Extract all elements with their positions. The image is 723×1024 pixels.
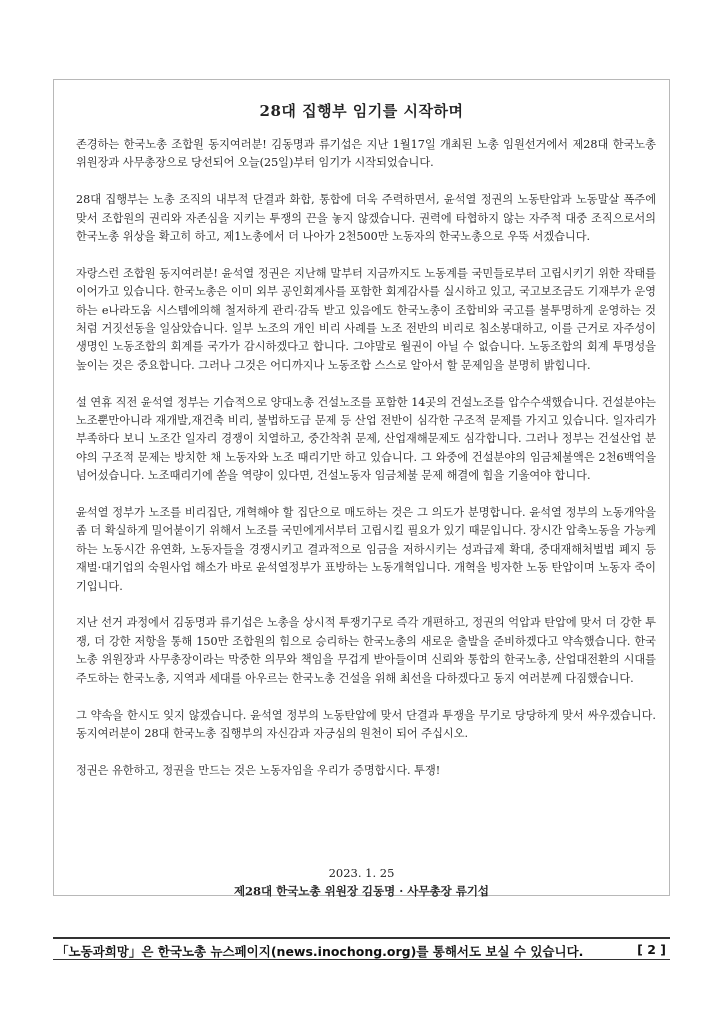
- document-date: 2023. 1. 25: [328, 866, 395, 880]
- paragraph-closing: 정권은 유한하고, 정권을 만드는 것은 노동자임을 우리가 증명합시다. 투쟁!: [76, 763, 441, 777]
- footer-text: 「노동과희망」은 한국노총 뉴스페이지(news.inochong.org)를 통해서도 보실 수 있습니다.: [56, 944, 584, 959]
- paragraph-election-promise: 지난 선거 과정에서 김동명과 류기섭은 노총을 상시적 투쟁기구로 즉각 개편하고, 정권의 억압과 탄압에 맞서 더 강한 투쟁, 더 강한 저항을 통해 150만 조합원의 힘으로 승리하는 한국노총의 새로운 출발을 준비하겠다고 약속했습니다. 한국노총 위원장과 사무총장이라는 막중한 의무와 책임을 무겁게 받아들이며 신뢰와 통합의 한국노총, 산업대전환의 시대를 주도하는 한국노총, 지역과 세대를 아우르는 한국노총 건설을 위해 최선을 다하겠다고 동지 여러분께 다짐했습니다.: [76, 616, 656, 685]
- page-footer: [53, 937, 670, 960]
- paragraph-pledge: 그 약속을 한시도 잊지 않겠습니다. 윤석열 정부의 노동탄압에 맞서 단결과 투쟁을 무기로 당당하게 맞서 싸우겠습니다. 동지여러분이 28대 한국노총 집행부의 자신감과 자긍심의 원천이 되어 주십시오.: [76, 708, 656, 740]
- paragraph-construction: 설 연휴 직전 윤석열 정부는 기습적으로 양대노총 건설노조를 포함한 14곳의 건설노조를 압수수색했습니다. 건설분야는 노조뿐만아니라 재개발,재건축 비리, 불법하도급 문제 등 산업 전반이 심각한 구조적 문제를 가지고 있습니다. 일자리가 부족하다 보니 노조간 일자리 경쟁이 치열하고, 중간착취 문제, 산업재해문제도 심각합니다. 그러나 정부는 건설산업 분야의 구조적 문제는 방치한 채 노동자와 노조 때리기만 하고 있습니다. 그 와중에 건설분야의 임금체불액은 2천6백억을 넘어섰습니다. 노조때리기에 쏟을 역량이 있다면, 건설노동자 임금체불 문제 해결에 힘을 기울여야 합니다.: [76, 395, 656, 483]
- page-number: [ 2 ]: [637, 942, 666, 957]
- paragraph-greeting: 존경하는 한국노총 조합원 동지여러분! 김동명과 류기섭은 지난 1월17일 개최된 노총 임원선거에서 제28대 한국노총 위원장과 사무총장으로 당선되어 오늘(25일)부터 임기가 시작되었습니다.: [76, 138, 656, 170]
- paragraph-commitment: 28대 집행부는 노총 조직의 내부적 단결과 화합, 통합에 더욱 주력하면서, 윤석열 정권의 노동탄압과 노동말살 폭주에 맞서 조합원의 권리와 자존심을 지키는 투쟁의 끈을 놓지 않겠습니다. 권력에 타협하지 않는 자주적 대중 조직으로서의 한국노총 위상을 확고히 하고, 제1노총에서 더 나아가 2천500만 노동자의 한국노총으로 우뚝 서겠습니다.: [76, 193, 656, 244]
- paragraph-labor-reform: 윤석열 정부가 노조를 비리집단, 개혁해야 할 집단으로 매도하는 것은 그 의도가 분명합니다. 윤석열 정부의 노동개악을 좀 더 확실하게 밀어붙이기 위해서 노조를 국민에게서부터 고립시킬 필요가 있기 때문입니다. 장시간 압축노동을 가능케 하는 노동시간 유연화, 노동자들을 경쟁시키고 결과적으로 임금을 저하시키는 성과급제 확대, 중대재해처벌법 폐지 등 재벌·대기업의 숙원사업 해소가 바로 윤석열정부가 표방하는 노동개혁입니다. 개혁을 빙자한 노동 탄압이며 노동자 죽이기입니다.: [76, 506, 656, 593]
- document-title: 28대 집행부 임기를 시작하며: [259, 102, 464, 120]
- paragraph-accounting: 자랑스런 조합원 동지여러분! 윤석열 정권은 지난해 말부터 지금까지도 노동계를 국민들로부터 고립시키기 위한 작태를 이어가고 있습니다. 한국노총은 이미 외부 공인회계사를 포함한 회계감사를 실시하고 있고, 국고보조금도 기재부가 운영하는 e나라도움 시스템에의해 철저하게 관리·감독 받고 있음에도 한국노총이 조합비와 국고를 불투명하게 운영하는 것처럼 거짓선동을 일삼았습니다. 일부 노조의 개인 비리 사례를 노조 전반의 비리로 침소봉대하고, 이를 근거로 자주성이 생명인 노동조합의 회계를 국가가 감시하겠다고 합니다. 그야말로 월권이 아닐 수 없습니다. 노동조합의 회계 투명성을 높이는 것은 중요합니다. 그러나 그것은 어디까지나 노동조합 스스로 알아서 할 문제임을 분명히 밝힙니다.: [76, 266, 656, 372]
- document-signature: 제28대 한국노총 위원장 김동명 · 사무총장 류기섭: [233, 884, 490, 898]
- document-body: [76, 136, 656, 780]
